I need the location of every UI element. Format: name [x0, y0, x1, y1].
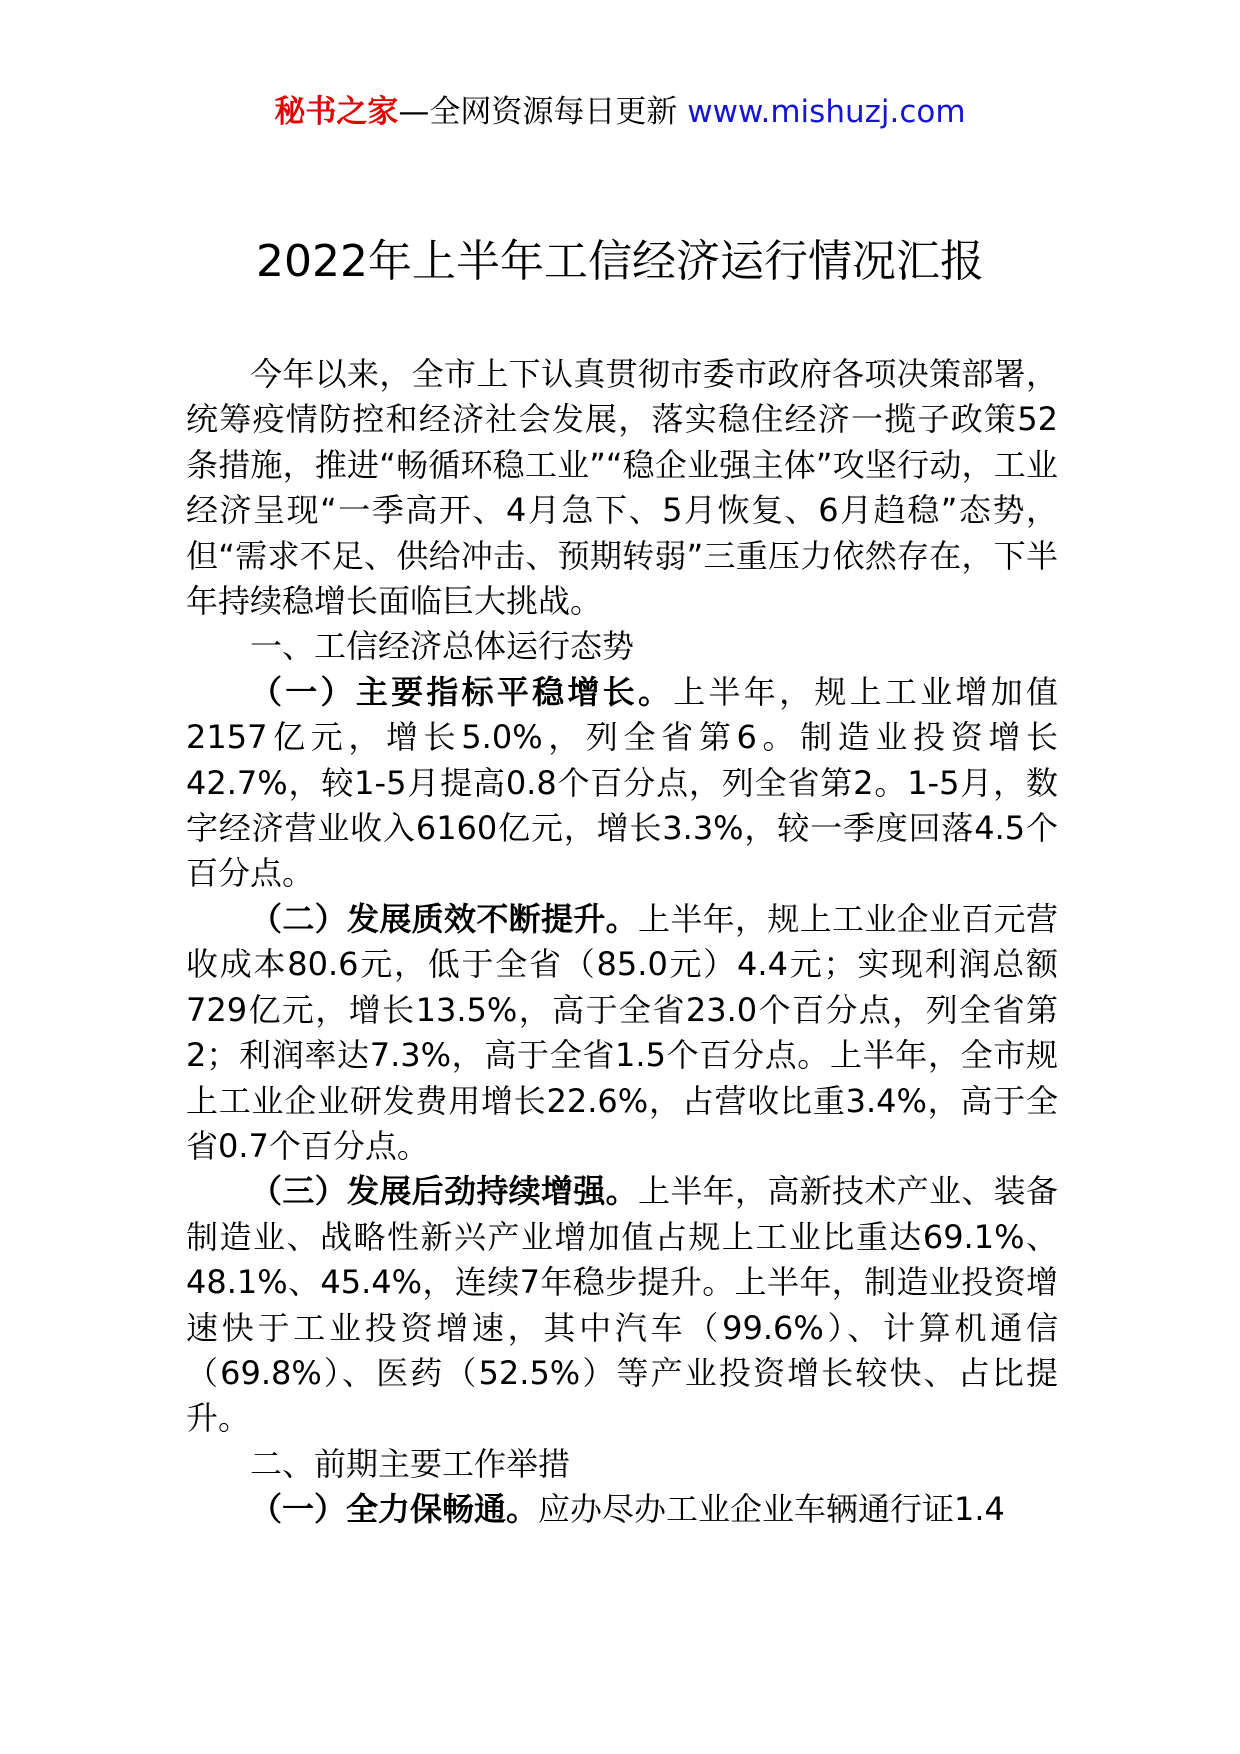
banner-url-link[interactable]: www.mishuzj.com: [687, 94, 966, 130]
section-2-paragraph-1: [186, 1487, 1058, 1532]
paragraph-lead: （一）主要指标平稳增长。: [250, 672, 674, 711]
section-2-heading: 二、前期主要工作举措: [250, 1444, 571, 1483]
intro-paragraph: 今年以来，全市上下认真贯彻市委市政府各项决策部署，统筹疫情防控和经济社会发展，落实稳住经济一揽子政策52条措施，推进“畅循环稳工业”“稳企业强主体”攻坚行动，工业经济呈现“一季高开、4月急下、5月恢复、6月趋稳”态势，但“需求不足、供给冲击、预期转弱”三重压力依然存在，下半年持续稳增长面临巨大挑战。: [186, 355, 1058, 621]
section-1-paragraph-2: [186, 897, 1058, 1169]
section-1-paragraph-1: [186, 670, 1058, 897]
paragraph-lead: （二）发展质效不断提升。: [250, 899, 638, 938]
paragraph-lead: （一）全力保畅通。: [250, 1490, 539, 1529]
paragraph-text: 上半年，高新技术产业、装备制造业、战略性新兴产业增加值占规上工业比重达69.1%、48.1%、45.4%，连续7年稳步提升。上半年，制造业投资增速快于工业投资增速，其中汽车（99.6%）、计算机通信（69.8%）、医药（52.5%）等产业投资增长较快、占比提升。: [186, 1172, 1058, 1438]
paragraph-text: 上半年，规上工业增加值2157亿元，增长5.0%，列全省第6。制造业投资增长42.7%，较1-5月提高0.8个百分点，列全省第2。1-5月，数字经济营业收入6160亿元，增长3.3%，较一季度回落4.5个百分点。: [186, 672, 1058, 893]
paragraph-text: 应办尽办工业企业车辆通行证1.4: [538, 1490, 1005, 1529]
document-body: [186, 352, 1058, 1533]
paragraph-text: 上半年，规上工业企业百元营收成本80.6元，低于全省（85.0元）4.4元；实现利润总额729亿元，增长13.5%，高于全省23.0个百分点，列全省第2；利润率达7.3%，高于全省1.5个百分点。上半年，全市规上工业企业研发费用增长22.6%，占营收比重3.4%，高于全省0.7个百分点。: [186, 899, 1058, 1165]
site-banner: [0, 92, 1240, 132]
section-1-heading: 一、工信经济总体运行态势: [250, 627, 635, 666]
banner-tagline: —全网资源每日更新: [398, 94, 688, 130]
paragraph-lead: （三）发展后劲持续增强。: [250, 1172, 638, 1211]
document-title: 2022年上半年工信经济运行情况汇报: [256, 236, 984, 287]
section-1-paragraph-3: [186, 1169, 1058, 1441]
banner-brand: 秘书之家: [274, 94, 399, 130]
